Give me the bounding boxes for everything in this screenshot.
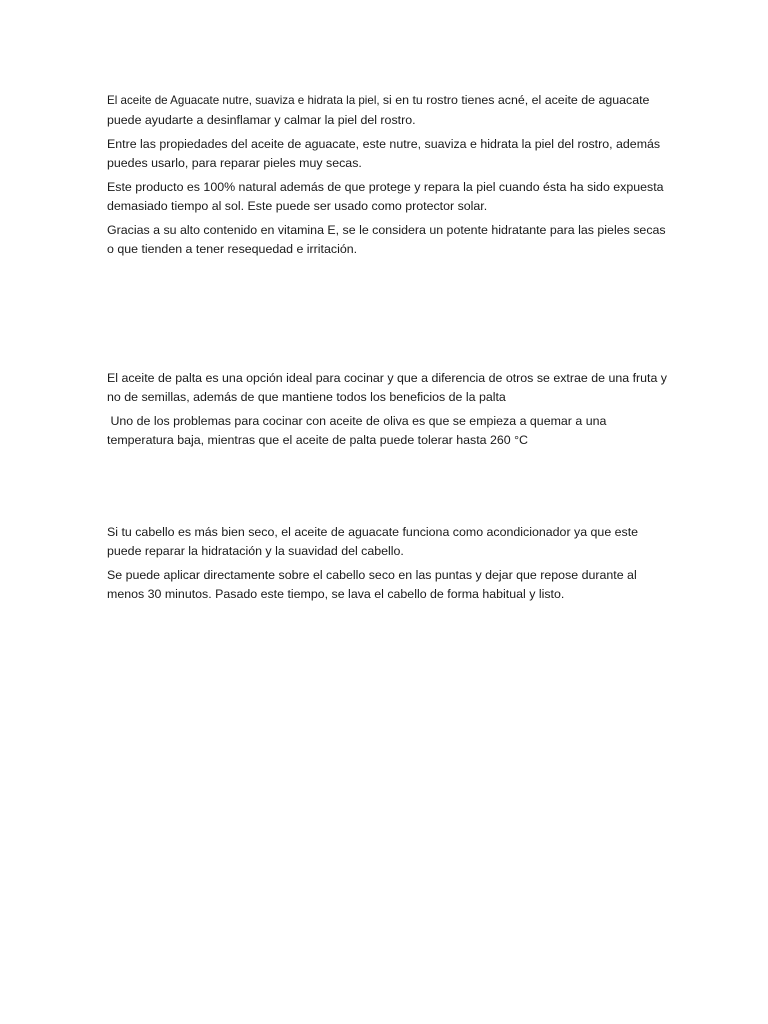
section-skin-care bbox=[107, 91, 667, 264]
paragraph: Gracias a su alto contenido en vitamina E, se le considera un potente hidratante para las pieles secas o que tienden a tener resequedad e irritación. bbox=[107, 223, 666, 256]
paragraph: Si tu cabello es más bien seco, el aceite de aguacate funciona como acondicionador ya que este puede reparar la hidratación y la suavidad del cabello. bbox=[107, 525, 639, 558]
paragraph-lead: El aceite de Aguacate nutre, suaviza e hidrata la piel, bbox=[107, 94, 383, 107]
section-hair-care bbox=[107, 523, 667, 609]
paragraph bbox=[107, 91, 667, 129]
paragraph: Se puede aplicar directamente sobre el cabello seco en las puntas y dejar que repose durante al menos 30 minutos. Pasado este tiempo, se lava el cabello de forma habitual y listo. bbox=[107, 568, 637, 601]
paragraph: Entre las propiedades del aceite de aguacate, este nutre, suaviza e hidrata la piel del rostro, además puedes usarlo, para reparar pieles muy secas. bbox=[107, 137, 661, 170]
paragraph: Este producto es 100% natural además de que protege y repara la piel cuando ésta ha sido expuesta demasiado tiempo al sol. Este puede ser usado como protector solar. bbox=[107, 180, 664, 213]
paragraph: Uno de los problemas para cocinar con aceite de oliva es que se empieza a quemar a una temperatura baja, mientras que el aceite de palta puede tolerar hasta 260 °C bbox=[107, 414, 610, 447]
paragraph-text: si en tu rostro tienes acné, el aceite de aguacate puede ayudarte a desinflamar y calmar la piel del rostro. bbox=[107, 93, 650, 127]
section-cooking bbox=[107, 369, 667, 455]
paragraph: El aceite de palta es una opción ideal para cocinar y que a diferencia de otros se extrae de una fruta y no de semillas, además de que mantiene todos los beneficios de la palta bbox=[107, 371, 667, 404]
